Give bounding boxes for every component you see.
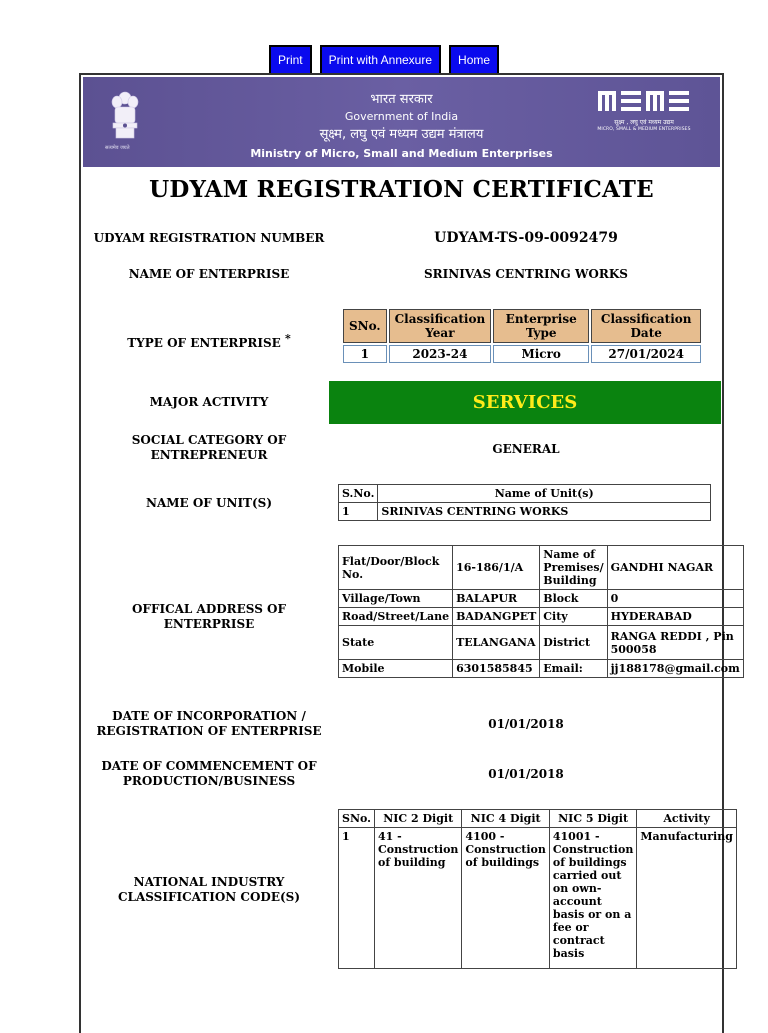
mobile-value: 6301585845 bbox=[453, 660, 540, 678]
email-value: jj188178@gmail.com bbox=[607, 660, 743, 678]
email-label: Email: bbox=[540, 660, 607, 678]
cell-year: 2023-24 bbox=[389, 345, 492, 363]
state-label: State bbox=[339, 626, 453, 660]
reg-number-value: UDYAM-TS-09-0092479 bbox=[434, 230, 618, 246]
table-row bbox=[339, 660, 744, 678]
social-category-value: GENERAL bbox=[492, 442, 560, 456]
logo-english-text: MICRO, SMALL & MEDIUM ENTERPRISES bbox=[597, 127, 691, 132]
cell-sno: 1 bbox=[339, 503, 378, 521]
home-button[interactable]: Home bbox=[449, 45, 499, 75]
table-header-row bbox=[339, 485, 711, 503]
mobile-label: Mobile bbox=[339, 660, 453, 678]
enterprise-name-value: SRINIVAS CENTRING WORKS bbox=[424, 267, 628, 281]
address-label: OFFICAL ADDRESS OF ENTERPRISE bbox=[131, 602, 287, 631]
col-activity: Activity bbox=[637, 810, 737, 828]
col-nic5: NIC 5 Digit bbox=[549, 810, 636, 828]
type-label-text: TYPE OF ENTERPRISE bbox=[127, 336, 281, 350]
cell-activity: Manufacturing bbox=[637, 828, 737, 969]
msme-logo-icon bbox=[596, 89, 692, 113]
col-sno: SNo. bbox=[343, 309, 387, 343]
commencement-date: 01/01/2018 bbox=[488, 767, 564, 781]
type-of-enterprise-label bbox=[89, 331, 329, 351]
certificate-title: UDYAM REGISTRATION CERTIFICATE bbox=[149, 176, 654, 203]
enterprise-name-label: NAME OF ENTERPRISE bbox=[128, 267, 290, 281]
cell-sno: 1 bbox=[339, 828, 375, 969]
units-label: NAME OF UNIT(S) bbox=[145, 496, 273, 510]
msme-logo bbox=[590, 89, 698, 132]
hindi-government-text: भारत सरकार bbox=[370, 92, 433, 107]
commencement-label: DATE OF COMMENCEMENT OF PRODUCTION/BUSINESS bbox=[101, 759, 317, 788]
government-text: Government of India bbox=[344, 110, 459, 123]
incorporation-label: DATE OF INCORPORATION / REGISTRATION OF ENTERPRISE bbox=[96, 709, 322, 738]
col-sno: SNo. bbox=[339, 810, 375, 828]
table-row bbox=[339, 608, 744, 626]
col-enterprise-type: Enterprise Type bbox=[493, 309, 589, 343]
flat-label: Flat/Door/Block No. bbox=[339, 546, 453, 590]
col-classification-year: Classification Year bbox=[389, 309, 492, 343]
city-value: HYDERABAD bbox=[607, 608, 743, 626]
col-classification-date: Classification Date bbox=[591, 309, 701, 343]
cell-nic4: 4100 - Construction of buildings bbox=[462, 828, 549, 969]
print-with-annexure-button[interactable]: Print with Annexure bbox=[320, 45, 441, 75]
cell-nic2: 41 - Construction of building bbox=[374, 828, 461, 969]
social-category-label: SOCIAL CATEGORY OF ENTREPRENEUR bbox=[131, 433, 287, 462]
block-label: Block bbox=[540, 590, 607, 608]
table-row bbox=[343, 345, 701, 363]
premises-value: GANDHI NAGAR bbox=[607, 546, 743, 590]
district-value: RANGA REDDI , Pin 500058 bbox=[607, 626, 743, 660]
ministry-banner bbox=[83, 77, 720, 167]
cell-date: 27/01/2024 bbox=[591, 345, 701, 363]
logo-hindi-text: सूक्ष्म , लघु एवं मध्यम उद्यम bbox=[614, 119, 674, 126]
table-row bbox=[339, 503, 711, 521]
village-value: BALAPUR bbox=[453, 590, 540, 608]
incorporation-date: 01/01/2018 bbox=[488, 717, 564, 731]
village-label: Village/Town bbox=[339, 590, 453, 608]
table-row bbox=[339, 546, 744, 590]
ministry-text: Ministry of Micro, Small and Medium Enterprises bbox=[250, 147, 553, 160]
cell-type: Micro bbox=[493, 345, 589, 363]
major-activity-label: MAJOR ACTIVITY bbox=[149, 395, 269, 409]
certificate-frame bbox=[79, 73, 740, 1033]
major-activity-value: SERVICES bbox=[329, 381, 721, 424]
col-sno: S.No. bbox=[339, 485, 378, 503]
table-header-row bbox=[343, 309, 701, 343]
road-label: Road/Street/Lane bbox=[339, 608, 453, 626]
nic-label: NATIONAL INDUSTRY CLASSIFICATION CODE(S) bbox=[117, 875, 301, 904]
print-button[interactable]: Print bbox=[269, 45, 312, 75]
classification-table bbox=[341, 307, 703, 365]
table-header-row bbox=[339, 810, 737, 828]
district-label: District bbox=[540, 626, 607, 660]
block-value: 0 bbox=[607, 590, 743, 608]
state-value: TELANGANA bbox=[453, 626, 540, 660]
premises-label: Name of Premises/ Building bbox=[540, 546, 607, 590]
cell-sno: 1 bbox=[343, 345, 387, 363]
col-unit-name: Name of Unit(s) bbox=[378, 485, 711, 503]
emblem-motto: सत्यमेव जयते bbox=[105, 145, 130, 151]
flat-value: 16-186/1/A bbox=[453, 546, 540, 590]
road-value: BADANGPET bbox=[453, 608, 540, 626]
col-nic4: NIC 4 Digit bbox=[462, 810, 549, 828]
reg-number-label: UDYAM REGISTRATION NUMBER bbox=[93, 231, 325, 245]
hindi-ministry-text: सूक्ष्म, लघु एवं मध्यम उद्यम मंत्रालय bbox=[319, 127, 484, 142]
asterisk-mark: * bbox=[285, 332, 291, 345]
address-table bbox=[338, 545, 744, 678]
table-row bbox=[339, 626, 744, 660]
col-nic2: NIC 2 Digit bbox=[374, 810, 461, 828]
cell-unit-name: SRINIVAS CENTRING WORKS bbox=[378, 503, 711, 521]
units-table bbox=[338, 484, 711, 521]
nic-table bbox=[338, 809, 737, 969]
cell-nic5: 41001 - Construction of buildings carried out on own-account basis or on a fee or contract basis bbox=[549, 828, 636, 969]
city-label: City bbox=[540, 608, 607, 626]
table-row bbox=[339, 828, 737, 969]
table-row bbox=[339, 590, 744, 608]
toolbar bbox=[0, 45, 768, 75]
